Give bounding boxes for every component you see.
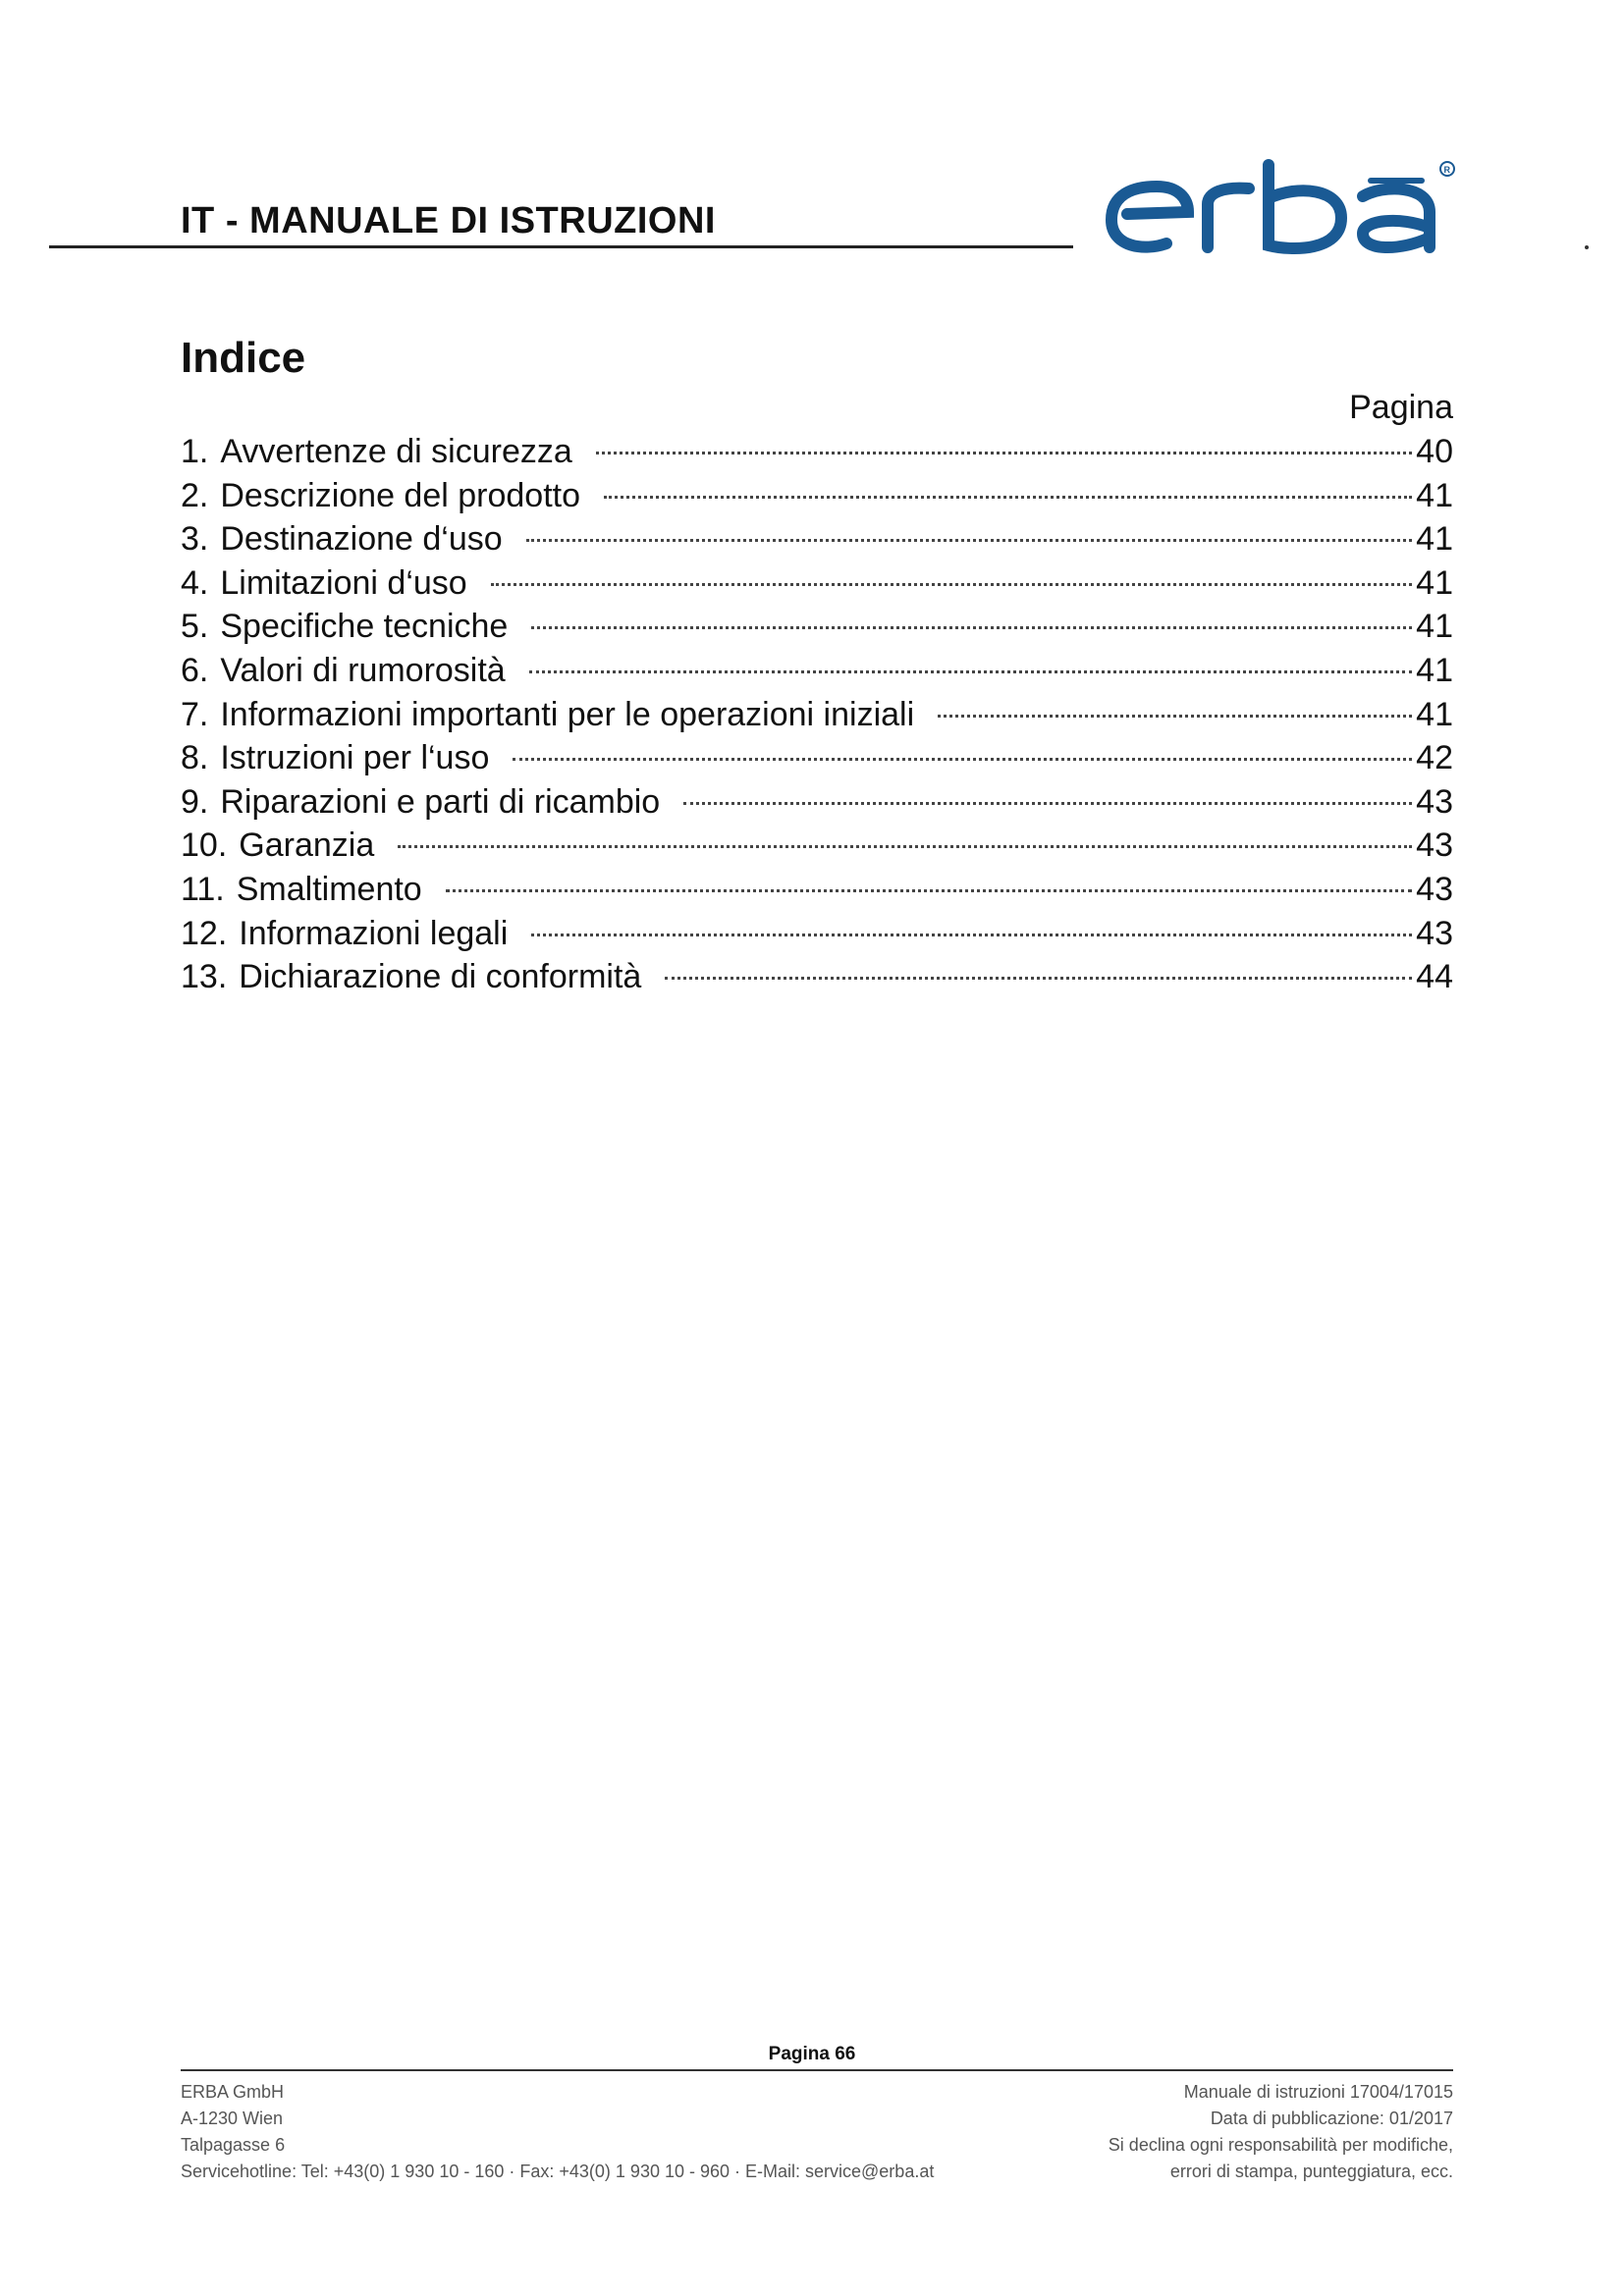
toc-entry-number: 4. [181,563,209,602]
index-heading: Indice [181,334,306,382]
toc-entry-label: Istruzioni per l‘uso [220,739,490,777]
footer-contact: Servicehotline: Tel: +43(0) 1 930 10 - 160 · Fax: +43(0) 1 930 10 - 960 · E-Mail: service@erba.at [181,2162,935,2181]
logo-letter-b [1269,165,1341,248]
toc-leader-dots [604,496,1412,499]
toc-entry [181,430,1453,474]
toc-entry-label: Smaltimento [236,870,422,908]
footer-company-info [181,2079,934,2185]
toc-leader-dots [526,539,1413,542]
toc-entry-page: 41 [1416,563,1453,602]
toc-entry [181,693,1453,737]
footer-street: Talpagasse 6 [181,2135,286,2155]
toc-entry-label: Specifiche tecniche [220,608,509,646]
document-title: IT - MANUALE DI ISTRUZIONI [181,200,716,241]
footer-disclaimer-line-2: errori di stampa, punteggiatura, ecc. [1169,2162,1453,2181]
footer-document-info [1109,2079,1453,2185]
page-number: Pagina 66 [768,2044,856,2064]
toc-leader-dots [491,583,1412,586]
toc-leader-dots [513,758,1412,761]
toc-entry-number: 13. [181,958,228,996]
toc-entry [181,561,1453,606]
toc-entry-label: Limitazioni d‘uso [220,563,467,602]
toc-leader-dots [665,977,1412,980]
svg-text:R: R [1443,165,1450,175]
toc-entry-number: 8. [181,739,209,777]
toc-leader-dots [596,452,1412,454]
stray-mark [1585,245,1589,249]
toc-entry-page: 44 [1416,958,1453,996]
toc-entry [181,824,1453,868]
toc-entry-page: 43 [1416,827,1453,865]
footer-manual-number: Manuale di istruzioni 17004/17015 [1183,2082,1453,2102]
erba-logo [1106,157,1459,260]
toc-entry-page: 43 [1416,870,1453,908]
footer-divider [181,2069,1453,2071]
toc-entry-label: Descrizione del prodotto [220,476,581,514]
toc-entry-label: Dichiarazione di conformità [239,958,642,996]
toc-entry-label: Valori di rumorosità [220,651,506,689]
toc-leader-dots [683,802,1412,805]
toc-entry [181,517,1453,561]
logo-letter-a [1363,188,1430,247]
toc-entry-page: 43 [1416,782,1453,821]
toc-leader-dots [938,715,1412,718]
toc-entry-page: 41 [1416,651,1453,689]
toc-entry-page: 43 [1416,914,1453,952]
toc-entry-label: Informazioni importanti per le operazioni iniziali [220,695,915,733]
toc-entry [181,868,1453,912]
toc-entry-number: 10. [181,827,228,865]
toc-entry-number: 6. [181,651,209,689]
toc-entry-number: 1. [181,433,209,470]
toc-entry-label: Destinazione d‘uso [220,520,503,559]
toc-leader-dots [446,889,1412,892]
footer-disclaimer-line-1: Si declina ogni responsabilità per modifiche, [1108,2135,1453,2155]
toc-entry [181,955,1453,999]
toc-entry-number: 12. [181,914,228,952]
toc-leader-dots [531,626,1412,629]
toc-entry [181,649,1453,693]
footer-city: A-1230 Wien [181,2109,284,2128]
toc-entry-number: 5. [181,608,209,646]
toc-entry-number: 11. [181,870,225,908]
toc-entry-page: 40 [1416,433,1453,470]
toc-entry-page: 41 [1416,608,1453,646]
toc-entry [181,780,1453,825]
toc-entry-number: 2. [181,476,209,514]
toc-leader-dots [531,934,1412,936]
table-of-contents [181,430,1453,999]
toc-entry [181,474,1453,518]
page-column-header: Pagina [1349,389,1453,426]
toc-entry-number: 9. [181,782,209,821]
toc-leader-dots [398,845,1412,848]
footer-publication-date: Data di pubblicazione: 01/2017 [1210,2109,1453,2128]
logo-letter-r [1208,188,1249,247]
toc-entry [181,912,1453,956]
toc-entry-number: 3. [181,520,209,559]
toc-entry-page: 41 [1416,695,1453,733]
footer-company: ERBA GmbH [181,2082,285,2102]
toc-entry-label: Informazioni legali [239,914,509,952]
toc-entry-page: 41 [1416,520,1453,559]
logo-letter-e [1111,187,1188,247]
toc-leader-dots [529,670,1412,673]
toc-entry [181,736,1453,780]
toc-entry-page: 41 [1416,476,1453,514]
header-divider [49,245,1073,248]
toc-entry-label: Riparazioni e parti di ricambio [220,782,661,821]
toc-entry-number: 7. [181,695,209,733]
toc-entry-label: Avvertenze di sicurezza [220,433,572,470]
toc-entry-label: Garanzia [239,827,375,865]
toc-entry [181,605,1453,649]
toc-entry-page: 42 [1416,739,1453,777]
